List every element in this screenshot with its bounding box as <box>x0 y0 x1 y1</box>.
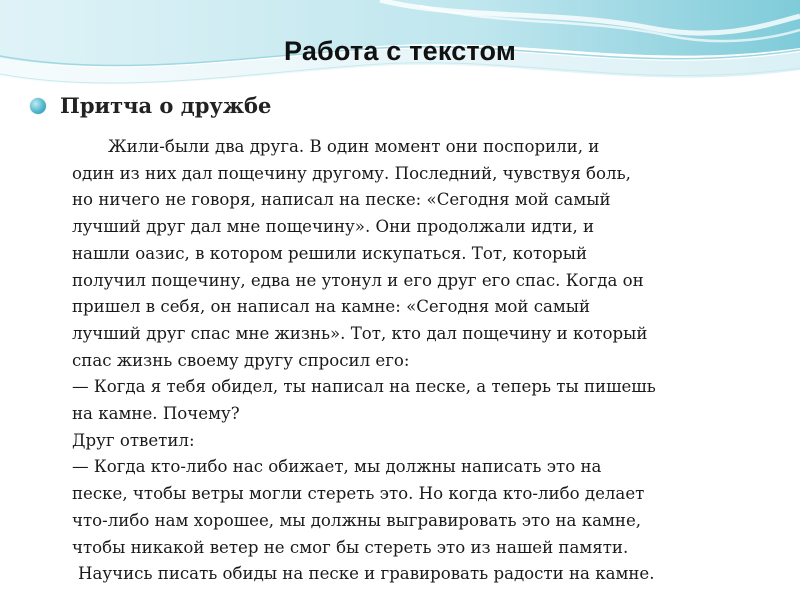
text-line: но ничего не говоря, написал на песке: «Сегодня мой самый <box>72 190 611 210</box>
text-line: лучший друг дал мне пощечину». Они продолжали идти, и <box>72 217 595 237</box>
text-line: спас жизнь своему другу спросил его: <box>72 350 410 370</box>
text-line: лучший друг спас мне жизнь». Тот, кто дал пощечину и который <box>72 323 648 343</box>
slide-title: Работа с текстом <box>283 36 516 66</box>
text-line: что-либо нам хорошее, мы должны выгравировать это на камне, <box>72 510 642 530</box>
text-line: один из них дал пощечину другому. Последний, чувствуя боль, <box>72 163 631 183</box>
text-line: — Когда кто-либо нас обижает, мы должны написать это на <box>72 457 602 477</box>
text-line: Жили-были два друга. В один момент они поспорили, и <box>108 137 600 156</box>
text-line: чтобы никакой ветер не смог бы стереть это из нашей памяти. <box>72 537 629 557</box>
text-line: песке, чтобы ветры могли стереть это. Но когда кто-либо делает <box>72 484 645 504</box>
text-line: пришел в себя, он написал на камне: «Сегодня мой самый <box>72 297 591 317</box>
text-line: Друг ответил: <box>72 430 195 450</box>
text-line: на камне. Почему? <box>72 404 240 424</box>
bullet-icon <box>30 98 46 114</box>
text-line: Научись писать обиды на песке и гравировать радости на камне. <box>78 564 655 584</box>
parable-text <box>72 134 742 588</box>
slide-subtitle: Притча о дружбе <box>60 92 272 118</box>
text-line: нашли оазис, в котором решили искупаться. Тот, который <box>72 243 588 263</box>
text-line: получил пощечину, едва не утонул и его друг его спас. Когда он <box>72 270 644 290</box>
subtitle-row <box>30 90 271 120</box>
text-line: — Когда я тебя обидел, ты написал на песке, а теперь ты пишешь <box>72 377 656 397</box>
